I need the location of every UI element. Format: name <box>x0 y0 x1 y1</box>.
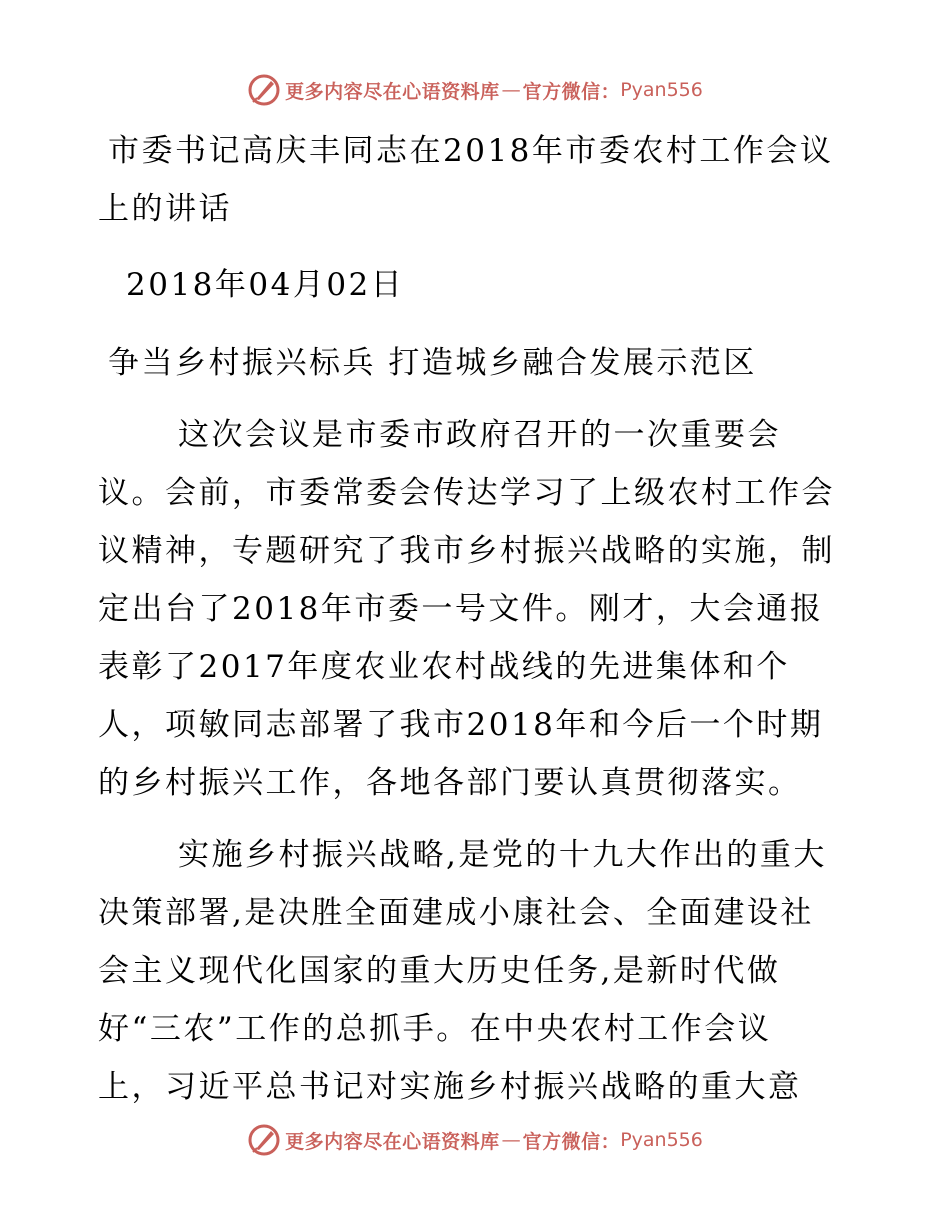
title-line: 上的讲话 <box>98 191 232 227</box>
paragraph-line: 实施乡村振兴战略,是党的十九大作出的重大 <box>178 837 827 873</box>
paragraph-line: 这次会议是市委市政府召开的一次重要会 <box>178 417 781 453</box>
paragraph-line: 议。会前，市委常委会传达学习了上级农村工作会 <box>98 475 835 511</box>
document-body <box>98 122 850 1116</box>
document-date: 2018年04月02日 <box>126 267 405 303</box>
watermark-label: 官方微信： <box>522 1130 621 1153</box>
paragraph <box>98 406 850 812</box>
quill-logo-icon <box>247 1123 281 1157</box>
paragraph-line: 表彰了2017年度农业农村战线的先进集体和个 <box>98 649 790 685</box>
paragraph-line: 定出台了2018年市委一号文件。刚才，大会通报 <box>98 591 824 627</box>
watermark-separator: — <box>501 79 521 101</box>
watermark-wechat-id: Pyan556 <box>620 79 703 101</box>
quill-logo-icon <box>247 73 281 107</box>
watermark-wechat-id: Pyan556 <box>620 1129 703 1151</box>
document-subtitle: 争当乡村振兴标兵 打造城乡融合发展示范区 <box>108 345 757 381</box>
paragraph-line: 的乡村振兴工作，各地各部门要认真贯彻落实。 <box>98 765 802 801</box>
watermark-text: 更多内容尽在心语资料库 <box>285 1130 500 1153</box>
watermark-label: 官方微信： <box>522 80 621 103</box>
paragraph-line: 上，习近平总书记对实施乡村振兴战略的重大意 <box>98 1069 802 1105</box>
header-watermark <box>0 70 950 110</box>
paragraph-line: 会主义现代化国家的重大历史任务,是新时代做 <box>98 953 781 989</box>
watermark-separator: — <box>501 1129 521 1151</box>
title-line: 市委书记高庆丰同志在2018年市委农村工作会议 <box>108 133 834 169</box>
watermark-text: 更多内容尽在心语资料库 <box>285 80 500 103</box>
paragraph <box>98 826 850 1116</box>
paragraph-line: 人，项敏同志部署了我市2018年和今后一个时期 <box>98 707 824 743</box>
paragraph-line: 议精神，专题研究了我市乡村振兴战略的实施，制 <box>98 533 835 569</box>
paragraph-line: 好“三农”工作的总抓手。在中央农村工作会议 <box>98 1011 772 1047</box>
document-title <box>98 122 850 238</box>
footer-watermark <box>0 1120 950 1160</box>
paragraph-line: 决策部署,是决胜全面建成小康社会、全面建设社 <box>98 895 814 931</box>
